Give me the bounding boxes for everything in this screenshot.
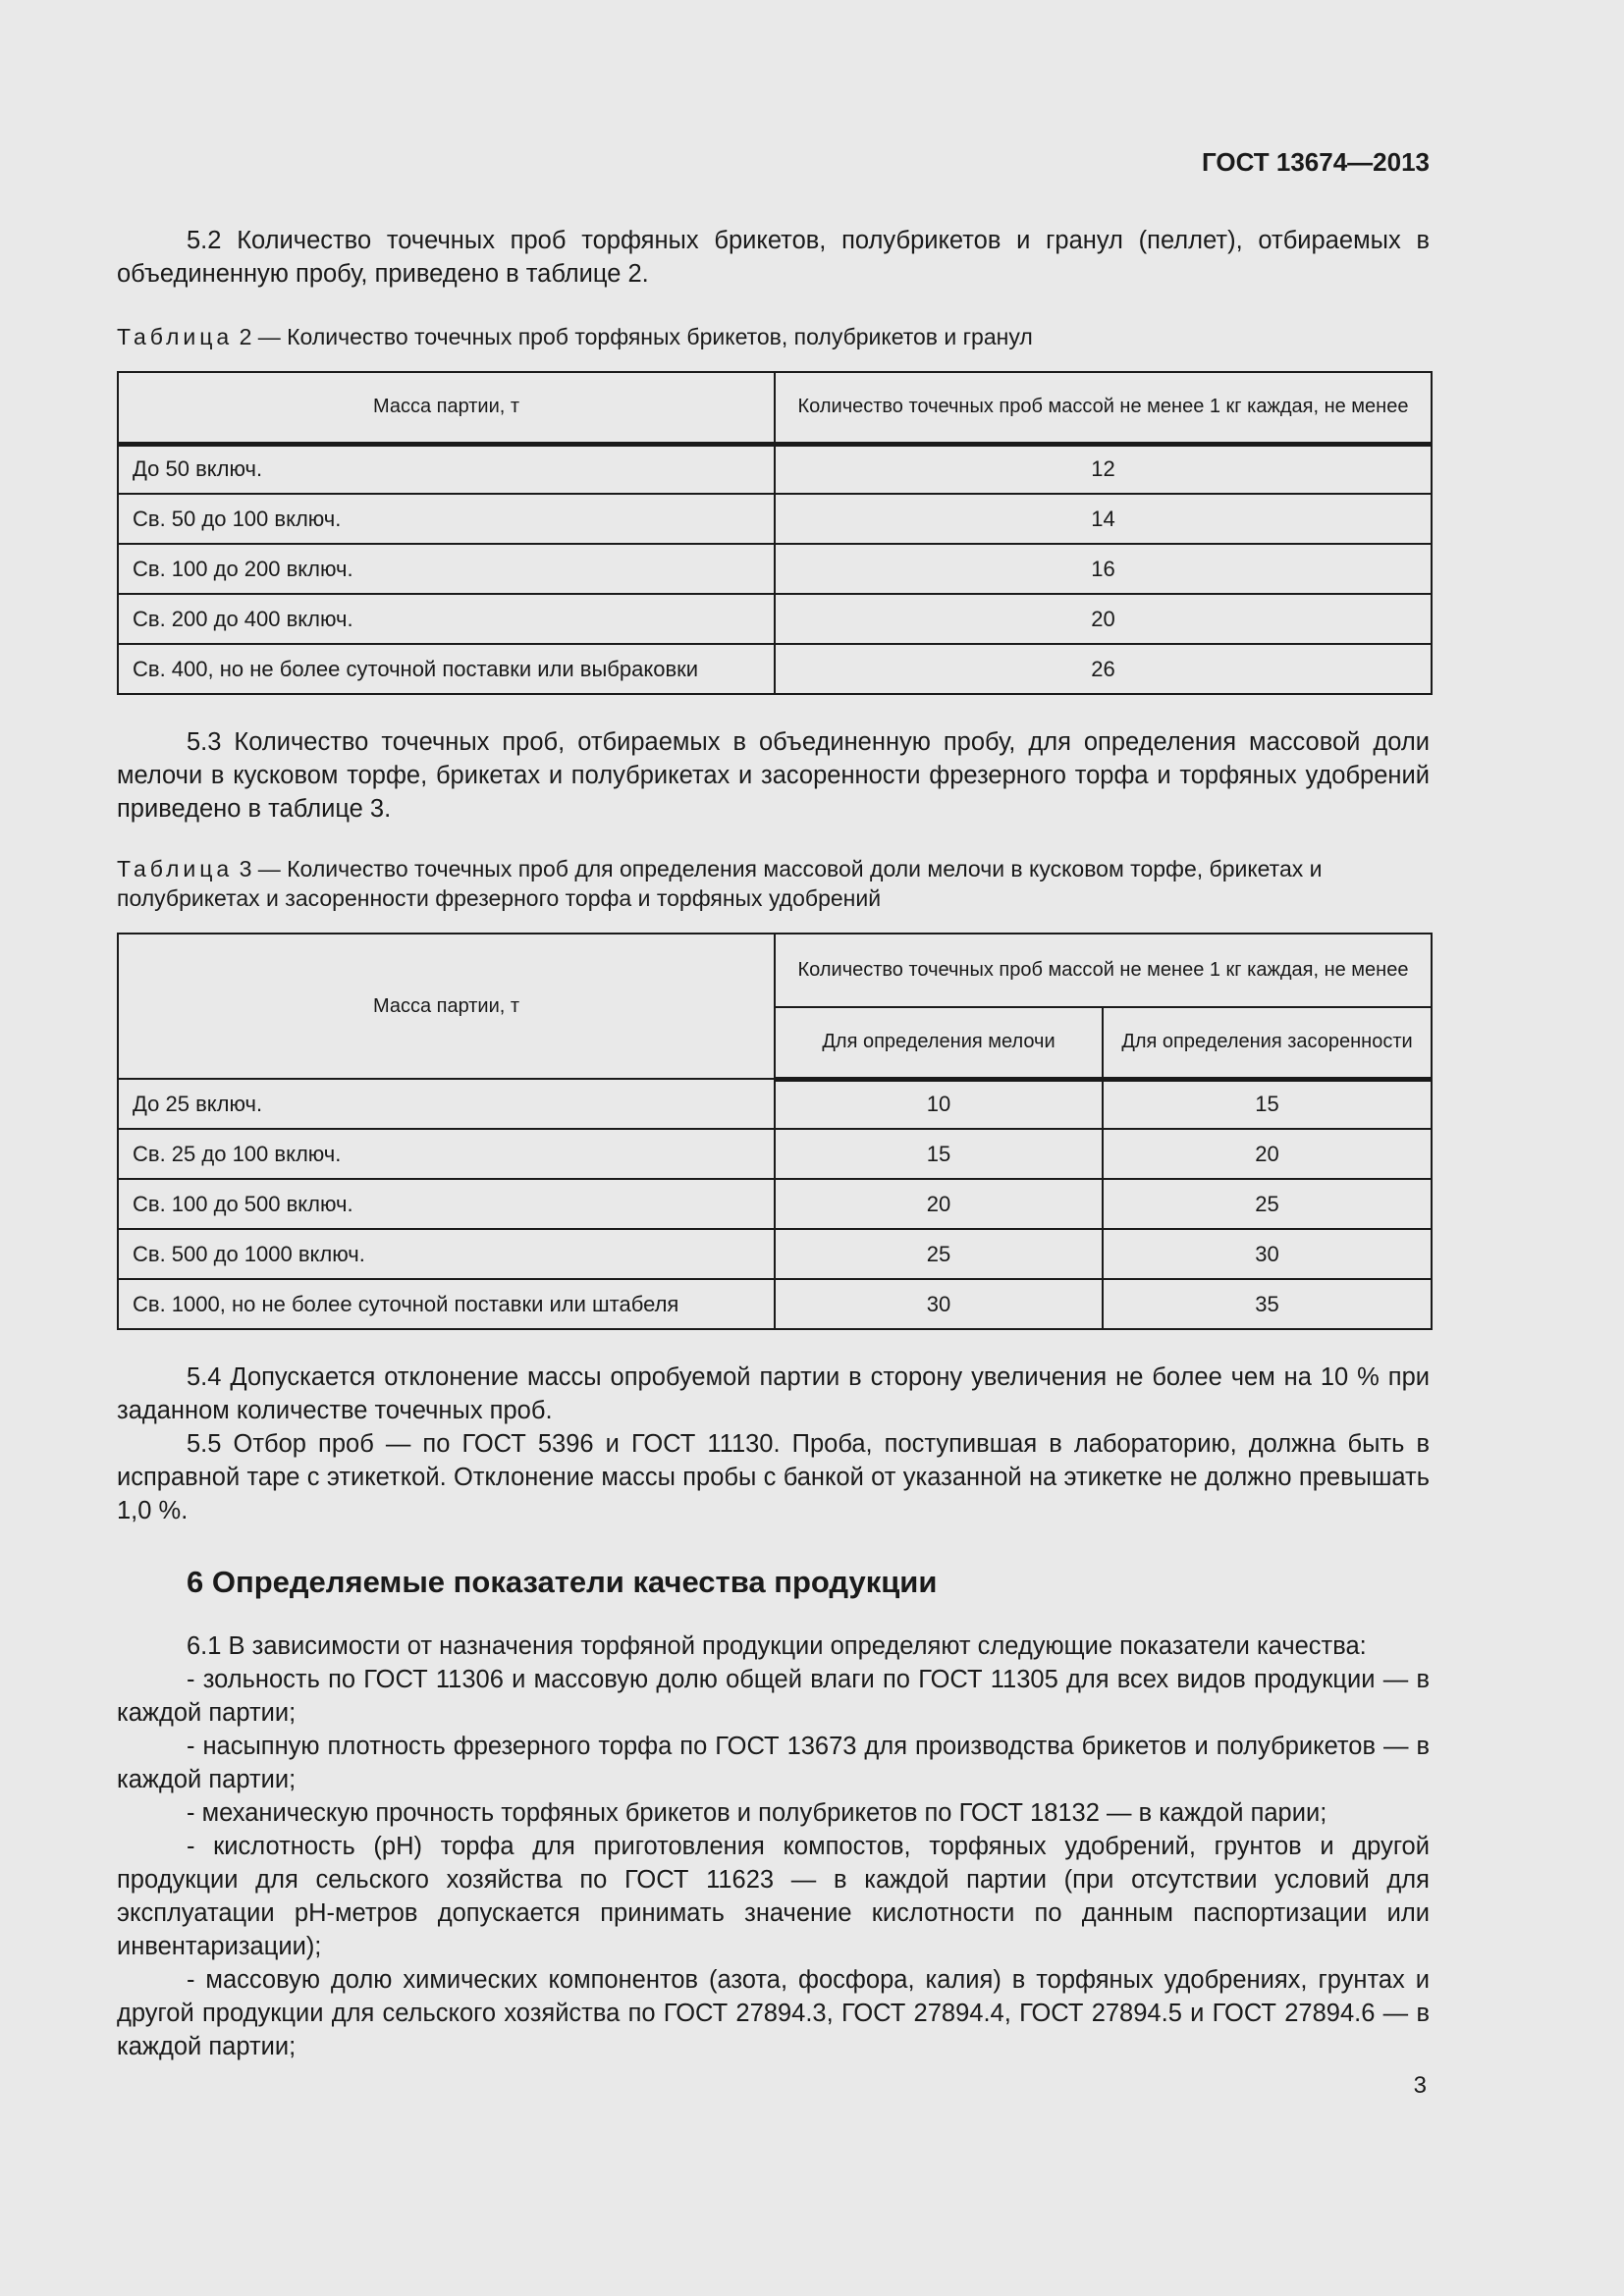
table2-mass-cell: До 50 включ. <box>118 444 775 494</box>
table-row <box>118 444 1432 494</box>
page-header-standard: ГОСТ 13674—2013 <box>1202 147 1430 177</box>
table-row <box>118 494 1432 544</box>
table-row <box>118 1079 1432 1129</box>
list-item: - механическую прочность торфяных брикетов и полубрикетов по ГОСТ 18132 — в каждой парии; <box>187 1799 1327 1827</box>
table-row <box>118 644 1432 694</box>
table3-mass-cell: Св. 500 до 1000 включ. <box>118 1229 775 1279</box>
list-item: - зольность по ГОСТ 11306 и массовую долю общей влаги по ГОСТ 11305 для всех видов продукции — в каждой партии; <box>117 1666 1430 1727</box>
table3-litter-cell: 35 <box>1103 1279 1432 1329</box>
table3-mass-cell: До 25 включ. <box>118 1079 775 1129</box>
table3-mass-cell: Св. 100 до 500 включ. <box>118 1179 775 1229</box>
table2-header-row <box>118 372 1432 444</box>
table2-count-cell: 20 <box>775 594 1432 644</box>
section-6-heading: 6 Определяемые показатели качества продукции <box>187 1565 938 1599</box>
table3-litter-cell: 20 <box>1103 1129 1432 1179</box>
table3-mass-cell: Св. 25 до 100 включ. <box>118 1129 775 1179</box>
table3-caption-text: 3 — Количество точечных проб для определения массовой доли мелочи в кусковом торфе, брикетах и полубрикетах и засоренности фрезерного торфа и торфяных удобрений <box>117 856 1323 911</box>
table3-litter-cell: 30 <box>1103 1229 1432 1279</box>
table2-caption-text: 2 — Количество точечных проб торфяных брикетов, полубрикетов и гранул <box>233 324 1033 349</box>
table3-caption-word: Таблица <box>117 856 234 881</box>
table-row <box>118 1179 1432 1229</box>
paragraph-6-1: 6.1 В зависимости от назначения торфяной продукции определяют следующие показатели качества: <box>187 1632 1367 1660</box>
list-item: - кислотность (pH) торфа для приготовления компостов, торфяных удобрений, грунтов и другой продукции для сельского хозяйства по ГОСТ 11623 — в каждой партии (при отсутствии условий для эксплуатации pH-метров допускается принимать значение кислотности по данным паспортизации или инвентаризации); <box>117 1833 1430 1960</box>
table2-header-mass: Масса партии, т <box>118 372 775 444</box>
table-2 <box>117 371 1433 695</box>
page-number: 3 <box>1413 2072 1427 2099</box>
list-item: - насыпную плотность фрезерного торфа по ГОСТ 13673 для производства брикетов и полубрикетов — в каждой партии; <box>117 1733 1430 1793</box>
paragraph-5-2: 5.2 Количество точечных проб торфяных брикетов, полубрикетов и гранул (пеллет), отбираемых в объединенную пробу, приведено в таблице 2. <box>117 227 1430 288</box>
paragraph-5-3: 5.3 Количество точечных проб, отбираемых в объединенную пробу, для определения массовой доли мелочи в кусковом торфе, брикетах и полубрикетах и засоренности фрезерного торфа и торфяных удобрений приведено в таблице 3. <box>117 728 1430 823</box>
table3-header-count: Количество точечных проб массой не менее 1 кг каждая, не менее <box>775 934 1432 1007</box>
table3-header-row-1 <box>118 934 1432 1007</box>
paragraph-5-3-block <box>117 725 1430 826</box>
section-6-body <box>117 1629 1430 2063</box>
table2-header-count: Количество точечных проб массой не менее 1 кг каждая, не менее <box>775 372 1432 444</box>
table3-mass-cell: Св. 1000, но не более суточной поставки или штабеля <box>118 1279 775 1329</box>
table2-caption-word: Таблица <box>117 324 234 349</box>
table3-litter-cell: 15 <box>1103 1079 1432 1129</box>
table2-count-cell: 26 <box>775 644 1432 694</box>
table2-count-cell: 16 <box>775 544 1432 594</box>
table2-mass-cell: Св. 200 до 400 включ. <box>118 594 775 644</box>
table3-header-mass: Масса партии, т <box>118 934 775 1079</box>
table3-fines-cell: 10 <box>775 1079 1103 1129</box>
table2-count-cell: 12 <box>775 444 1432 494</box>
table3-fines-cell: 30 <box>775 1279 1103 1329</box>
table-row <box>118 1279 1432 1329</box>
paragraph-5-5: 5.5 Отбор проб — по ГОСТ 5396 и ГОСТ 11130. Проба, поступившая в лабораторию, должна быть в исправной таре с этикеткой. Отклонение массы пробы с банкой от указанной на этикетке не должно превышать 1,0 %. <box>117 1430 1430 1524</box>
table-row <box>118 594 1432 644</box>
table3-header-litter: Для определения засоренности <box>1103 1007 1432 1079</box>
table-row <box>118 1229 1432 1279</box>
paragraph-5-4: 5.4 Допускается отклонение массы опробуемой партии в сторону увеличения не более чем на 10 % при заданном количестве точечных проб. <box>117 1363 1430 1424</box>
table2-caption <box>117 322 1430 351</box>
table3-fines-cell: 20 <box>775 1179 1103 1229</box>
table3-litter-cell: 25 <box>1103 1179 1432 1229</box>
table-row <box>118 544 1432 594</box>
paragraph-5-2-block <box>117 224 1430 291</box>
table2-mass-cell: Св. 400, но не более суточной поставки или выбраковки <box>118 644 775 694</box>
table3-fines-cell: 15 <box>775 1129 1103 1179</box>
table3-fines-cell: 25 <box>775 1229 1103 1279</box>
table-3 <box>117 933 1433 1330</box>
table2-mass-cell: Св. 100 до 200 включ. <box>118 544 775 594</box>
table2-count-cell: 14 <box>775 494 1432 544</box>
table2-mass-cell: Св. 50 до 100 включ. <box>118 494 775 544</box>
table3-caption <box>117 854 1430 913</box>
list-item: - массовую долю химических компонентов (азота, фосфора, калия) в торфяных удобрениях, грунтах и другой продукции для сельского хозяйства по ГОСТ 27894.3, ГОСТ 27894.4, ГОСТ 27894.5 и ГОСТ 27894.6 — в каждой партии; <box>117 1966 1430 2060</box>
table3-header-fines: Для определения мелочи <box>775 1007 1103 1079</box>
table-row <box>118 1129 1432 1179</box>
paragraphs-5-4-5-5 <box>117 1361 1430 1527</box>
